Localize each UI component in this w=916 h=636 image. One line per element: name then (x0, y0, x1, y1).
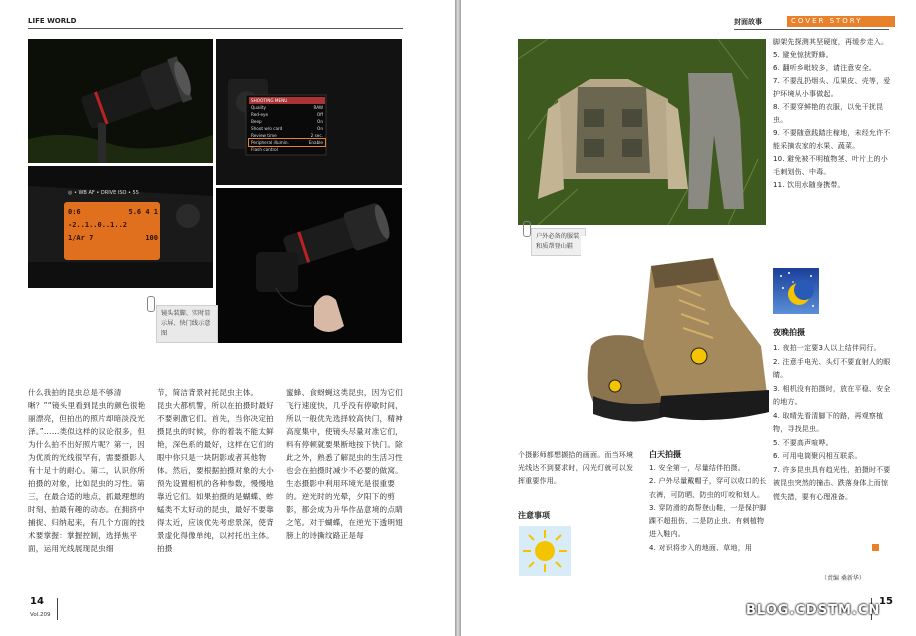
left-page (0, 0, 455, 636)
list-item: 2. 注意手电光、头灯不要直射人的眼睛。 (773, 357, 891, 379)
list-item: 3. 穿防滑的高帮登山鞋，一是保护脚踝不超扭伤，二是防止虫、有刺植物进入鞋内。 (649, 503, 767, 539)
menu-row (249, 132, 325, 139)
page-number-divider (57, 598, 58, 620)
notes-heading: 注意事项 (518, 511, 550, 520)
night-tips-list (773, 342, 891, 504)
list-item: 10. 避免被不明植物茎、叶片上的小毛刺划伤、中毒。 (773, 155, 888, 176)
menu-row-value: On (317, 126, 323, 131)
list-item: 5. 避免惊扰野蜂。 (773, 51, 833, 59)
list-item: 7. 许多昆虫具有趋光性，拍摄时不要被昆虫突然的撞击、跌落身体上而惊慌失措，要有心理准备。 (773, 465, 891, 501)
moon-icon (773, 268, 819, 314)
menu-row-label: Shoot w/o card (251, 126, 283, 131)
daytime-shooting-heading: 白天拍摄 (649, 450, 681, 459)
paperclip-icon (523, 221, 531, 237)
photo-lens-on-tripod (28, 39, 213, 163)
lcd-value: 0:6 (68, 208, 81, 216)
menu-row-label: Flash control (251, 147, 278, 152)
menu-title: SHOOTING MENU (249, 97, 325, 104)
menu-row (249, 146, 325, 153)
section-label-en: COVER STORY (787, 16, 895, 27)
list-item: 3. 相机没有拍摄时，放在平稳、安全的地方。 (773, 384, 891, 406)
list-item: 9. 不要随意践踏庄稼地，未经允许不能采摘农家的水果、蔬菜。 (773, 129, 891, 150)
lcd-row (68, 219, 158, 232)
photo-top-lcd-panel (28, 166, 213, 288)
article-text-continued: 个摄影师都想撷拾的画面。而当环境光线达不到要求时，闪光灯就可以发挥重要作用。 (518, 451, 634, 485)
photo-caption: 户外必备的服装和质帮登山鞋 (531, 228, 586, 256)
list-item: 1. 夜拍一定要3人以上结伴同行。 (773, 344, 881, 352)
photo-hand-with-shutter-release (216, 188, 402, 343)
end-mark-icon (872, 544, 879, 551)
article-column-3: 蜜蜂、食蚜蝇这类昆虫，因为它们飞行速度快，几乎没有停歇时间，所以一般优先选择较高快门，精神高度集中，使镜头尽量对准它们，料有停顿就要果断地按下快门。除此之外，熟悉了解昆虫的生活习性也会在拍摄时减少不必要的做窝。 生态摄影中利用环境光是很重要的。逆光时的光晕，夕阳下的剪影，都会成为升华作品意境的点睛之笔。对于蝴蝶，在逆光下透明翅膀上的诗撕纹路正是每 (286, 388, 415, 540)
list-item: 1. 安全第一，尽量结伴拍摄。 (649, 464, 745, 472)
list-item: 4. 对识将步入的地面、草地，用 (649, 543, 753, 552)
magazine-header: LIFE WORLD (28, 17, 77, 25)
editor-signature: （责编 桑新华） (821, 575, 865, 582)
lcd-readout (68, 206, 158, 245)
menu-row-value: 2 sec. (310, 133, 323, 138)
list-item: 11. 饮用水随身携带。 (773, 181, 845, 189)
lcd-button-labels: ◎ • WB AF • DRIVE ISO • 55 (68, 190, 139, 196)
lcd-row (68, 206, 158, 219)
photo-outdoor-clothing (518, 39, 766, 225)
article-column-2: 节，简洁背景衬托昆虫主体。 昆虫大都机警，所以在拍摄时最好不要刺激它们。首先，当你决定拍摄昆虫的时候，你的着装不能太鲜艳，深色系的最好，这样在它们的眼中你只是一块阴影或者其他物体。然后，要根据拍摄对象的大小预先设置相机的各种参数，慢慢地靠近它们。如果拍摄的是蝴蝶、蚱蜢类不太好动的昆虫，最好不要靠得太近，应该优先考虑景深，使背景虚化得像单纯，以衬托出主体。拍摄 (157, 388, 274, 553)
watermark: BLOG.CDSTM.CN (746, 603, 881, 618)
lcd-value: -2..1..0..1..2 (68, 221, 128, 229)
tips-list-continued (773, 36, 891, 192)
photo-camera-menu-screen (216, 39, 402, 185)
menu-row-value: On (317, 119, 323, 124)
list-item: 6. 翻听乡毗较多，请注意安全。 (773, 64, 877, 72)
daytime-tips-list (649, 462, 767, 555)
menu-row-label: Beep (251, 119, 262, 124)
menu-row (249, 118, 325, 125)
list-item: 5. 不要高声喧哗。 (773, 438, 833, 447)
menu-row-value: Enable (308, 140, 323, 145)
lcd-value: 100 (145, 234, 158, 242)
list-item: 脚架先探测其坚硬度，再缓步走入。 (773, 38, 889, 46)
list-item: 4. 取晴先看清脚下的路，再观察植物，寻找昆虫。 (773, 411, 884, 433)
menu-row (249, 104, 325, 111)
menu-row-value: RAW (313, 105, 323, 110)
menu-row (249, 125, 325, 132)
right-page (461, 0, 916, 636)
lcd-value: 5.6 4 1 (128, 208, 158, 216)
menu-row-label: Peripheral illumin. (251, 140, 289, 145)
header-rule (734, 29, 889, 30)
lcd-row (68, 232, 158, 245)
volume-label: Vol.209 (30, 612, 51, 618)
menu-row-label: Review time (251, 133, 277, 138)
menu-screen (249, 97, 325, 153)
list-item: 6. 可用电筒聚闪相互联系。 (773, 452, 862, 460)
menu-row (249, 111, 325, 118)
section-label-cn: 封面故事 (734, 18, 762, 26)
night-shooting-heading: 夜晚拍摄 (773, 328, 805, 337)
sun-icon (519, 526, 571, 576)
page-number: 14 (30, 596, 44, 607)
page-number: 15 (879, 596, 893, 607)
article-column-1: 什么我拍的昆虫总是不够清晰？”“镜头里看到昆虫的颜色很艳丽漂亮，但拍出的照片却暗淡没光泽。”……类似这样的议论很多，但为什么拍不出好照片呢？第一，因为优质的光线很罕有，需要摄影人有十足十的耐心。第二，认识你所拍摄的对象，比如昆虫的习性。第三，在最合适的地点、抓最理想的时刻、拍最有趣的动态。在拥挤中捕捉、归纳起来，有几个方面的技术要掌握：掌握控制，选择焦平面，运用光线展现昆虫细 (28, 388, 146, 553)
menu-row-value: Off (316, 112, 323, 117)
photo-caption: 镜头装脚、实时显示屏、快门线示意图 (156, 305, 218, 343)
paperclip-icon (147, 296, 155, 312)
list-item: 8. 不要穿鲜艳的衣服，以免干扰昆虫。 (773, 103, 884, 124)
menu-row-label: Red-eye (251, 112, 269, 117)
lcd-value: 1/Ar 7 (68, 234, 94, 242)
menu-row (249, 139, 325, 146)
list-item: 2. 户外尽量戴帽子，穿可以收口的长衣裤，可防晒、防虫的叮咬和划人。 (649, 477, 767, 499)
menu-row-label: Quality (251, 105, 266, 110)
list-item: 7. 不要乱扔烟头、瓜果皮、壳等，爱护环境从小事做起。 (773, 77, 891, 98)
header-rule (28, 28, 403, 29)
photo-hiking-boots (581, 236, 771, 436)
